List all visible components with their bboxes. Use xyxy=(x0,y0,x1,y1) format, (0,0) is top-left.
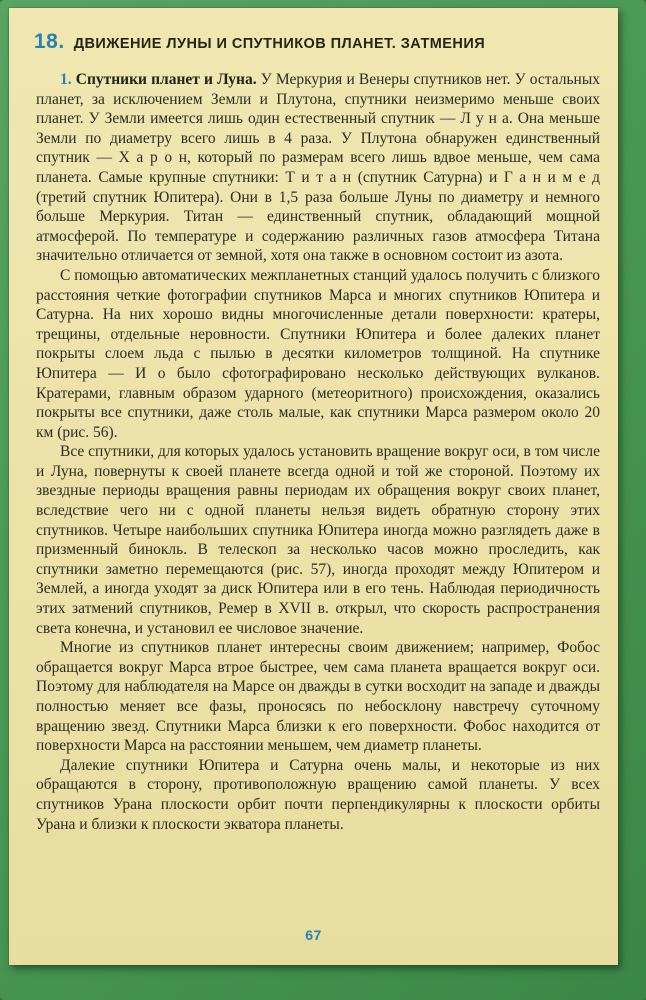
paragraph: С помощью автоматических межпланетных станций удалось получить с близкого расстояния четкие фотографии спутников Марса и многих спутников Юпитера и Сатурна. На них хорошо видны многочисленные детали поверхности: кратеры, трещины, отдельные неровности. Спутники Юпитера и более далеких планет покрыты слоем льда с пылью в десятки километров толщиной. На спутнике Юпитера — И о было сфотографировано несколько действующих вулканов. Кратерами, главным образом ударного (метеоритного) происхождения, оказались покрыты все спутники, даже столь малые, как спутники Марса размером около 20 км (рис. 56). xyxy=(36,266,600,441)
section-number: 1. xyxy=(60,71,72,88)
body-text xyxy=(36,70,600,834)
paragraph: Многие из спутников планет интересны своим движением; например, Фобос обращается вокруг Марса втрое быстрее, чем сама планета вращается вокруг оси. Поэтому для наблюдателя на Марсе он дважды в сутки восходит на западе и дважды полностью меняет все фазы, проносясь по небосклону навстречу суточному вращению звезд. Спутники Марса близки к его поверхности. Фобос находится от поверхности Марса на расстоянии меньшем, чем диаметр планеты. xyxy=(36,639,600,755)
paragraph-text: У Меркурия и Венеры спутников нет. У остальных планет, за исключением Земли и Плутона, спутники неизмеримо меньше своих планет. У Земли имеется лишь один естественный спутник — Л у н а. Она меньше Земли по диаметру всего лишь в 4 раза. У Плутона обнаружен единственный спутник — Х а р о н, который по размерам всего лишь вдвое меньше, чем сама планета. Самые крупные спутники: Т и т а н (спутник Сатурна) и Г а н и м е д (третий спутник Юпитера). Они в 1,5 раза больше Луны по диаметру и немного больше Меркурия. Титан — единственный спутник, обладающий мощной атмосферой. По температуре и содержанию различных газов атмосфера Титана значительно отличается от земной, хотя она также в основном состоит из азота. xyxy=(36,71,600,265)
paragraph: Все спутники, для которых удалось установить вращение вокруг оси, в том числе и Луна, повернуты к своей планете всегда одной и той же стороной. Поэтому их звездные периоды вращения равны периодам их обращения вокруг своих планет, вследствие чего ни с одной планеты нельзя видеть обратную сторону этих спутников. Четыре наибольших спутника Юпитера иногда можно разглядеть даже в призменный бинокль. В телескоп за несколько часов можно проследить, как спутники заметно перемещаются (рис. 57), иногда проходят между Юпитером и Землей, а иногда уходят за диск Юпитера или в его тень. Наблюдая периодичность этих затмений спутников, Ремер в XVII в. открыл, что скорость распространения света конечна, и установил ее числовое значение. xyxy=(36,443,600,637)
chapter-number: 18. xyxy=(34,30,65,53)
chapter-title: ДВИЖЕНИЕ ЛУНЫ И СПУТНИКОВ ПЛАНЕТ. ЗАТМЕНИЯ xyxy=(73,36,486,52)
page-content xyxy=(36,30,600,834)
page-number: 67 xyxy=(305,927,322,943)
section-title: Спутники планет и Луна. xyxy=(75,71,257,88)
chapter-header xyxy=(34,30,600,54)
book-page xyxy=(9,8,618,965)
paragraph: Далекие спутники Юпитера и Сатурна очень малы, и некоторые из них обращаются в сторону, противоположную вращению самой планеты. У всех спутников Урана плоскости орбит почти перпендикулярны к плоскости орбиты Урана и близки к плоскости экватора планеты. xyxy=(36,756,600,833)
paragraph xyxy=(36,70,600,266)
